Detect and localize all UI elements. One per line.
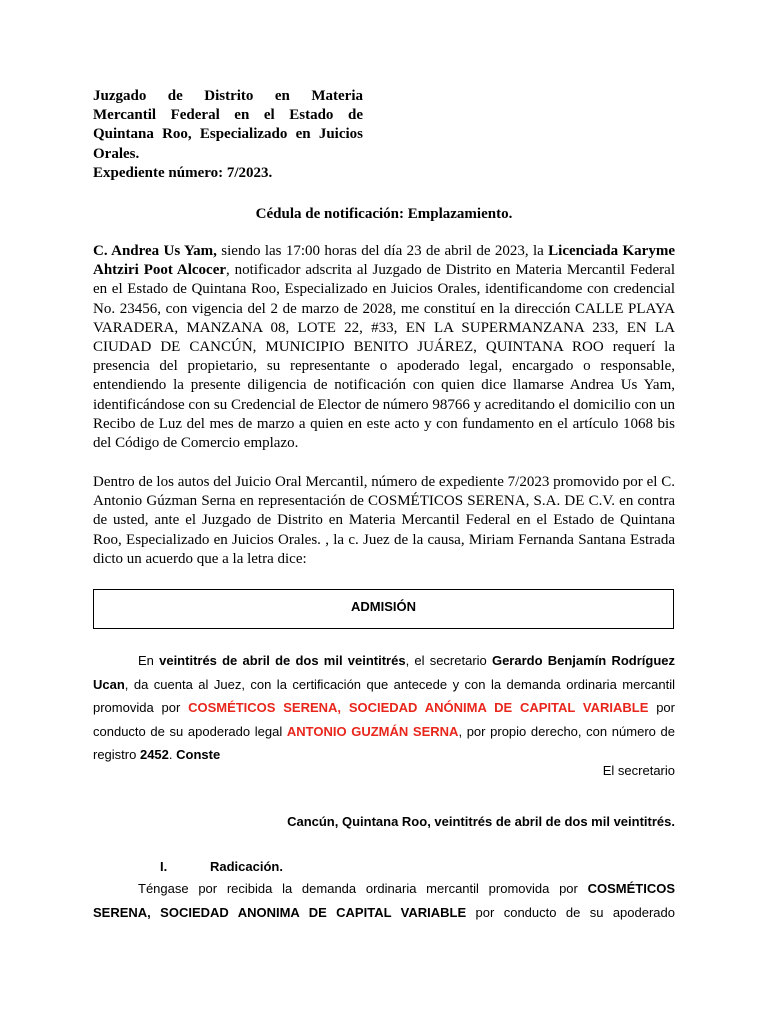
autos-paragraph: Dentro de los autos del Juicio Oral Mercantil, número de expediente 7/2023 promovido por el C. Antonio Gúzman Serna en representación de COSMÉTICOS SERENA, S.A. DE C.V. en contra de usted, ante el Juzgado de Distrito en Materia Mercantil Federal en el Estado de Quintana Roo, Especializado en Juicios Orales. , la c. Juez de la causa, Miriam Fernanda Santana Estrada dicto un acuerdo que a la letra dice: — [93, 474, 675, 567]
expediente-number: Expediente número: 7/2023. — [93, 164, 273, 181]
court-line-3: Quintana Roo, Especializado en Juicios — [93, 126, 363, 143]
admision-date: veintitrés de abril de dos mil veintitrés — [159, 653, 406, 668]
radicacion-paragraph: Téngase por recibida la demanda ordinaria mercantil promovida por COSMÉTICOS SERENA, SOCIEDAD ANONIMA DE CAPITAL VARIABLE por conducto de su apoderado — [93, 881, 676, 920]
court-line-4: Orales. — [93, 145, 140, 162]
section-number: I. — [160, 859, 168, 874]
registro-number: 2452 — [139, 747, 169, 762]
recipient-name: C. Andrea Us Yam, — [93, 243, 217, 259]
secretary-signature-label: El secretario — [602, 763, 675, 778]
court-header — [93, 87, 363, 183]
secretary-name: Gerardo Benjamín Rodríguez Ucan — [93, 653, 675, 692]
notification-paragraph: C. Andrea Us Yam, siendo las 17:00 horas del día 23 de abril de 2023, la Licenciada Karyme Ahtziri Poot Alcocer, notificador adscrita al Juzgado de Distrito en Materia Mercantil Federal en el Estado de Quintana Roo, Especializado en Juicios Orales, identificandome con credencial No. 23456, con vigencia del 2 de marzo de 2028, me constituí en la dirección CALLE PLAYA VARADERA, MANZANA 08, LOTE 22, #33, EN LA SUPERMANZANA 233, EN LA CIUDAD DE CANCÚN, MUNICIPIO BENITO JUÁREZ, QUINTANA ROO requerí la presencia del propietario, su representante o apoderado legal, encargado o responsable, entendiendo la presente diligencia de notificación con quien dice llamarse Andrea Us Yam, identificándose con su Credencial de Elector de número 98766 y acreditando el domicilio con un Recibo de Luz del mes de marzo a quien en este acto y con fundamento en el artículo 1068 bis del Código de Comercio emplazo. — [93, 243, 675, 452]
section-title: Radicación. — [210, 859, 283, 874]
notifier-name: Licenciada Karyme Ahtziri Poot Alcocer — [93, 243, 675, 279]
admision-box — [93, 589, 674, 629]
place-date: Cancún, Quintana Roo, veintitrés de abril de dos mil veintitrés. — [287, 814, 675, 829]
cedula-title: Cédula de notificación: Emplazamiento. — [255, 206, 513, 222]
company-name-2: COSMÉTICOS SERENA, SOCIEDAD ANONIMA DE CAPITAL VARIABLE — [93, 881, 675, 920]
conste-label: Conste — [176, 747, 221, 762]
court-line-2: Mercantil Federal en el Estado de — [93, 107, 363, 124]
admision-title: ADMISIÓN — [351, 599, 416, 614]
company-name: COSMÉTICOS SERENA, SOCIEDAD ANÓNIMA DE CAPITAL VARIABLE — [188, 700, 649, 715]
court-line-1: Juzgado de Distrito en Materia — [93, 88, 363, 104]
attorney-name: ANTONIO GUZMÁN SERNA — [286, 723, 459, 739]
admision-paragraph: En veintitrés de abril de dos mil veintitrés, el secretario Gerardo Benjamín Rodríguez Ucan, da cuenta al Juez, con la certificación que antecede y con la demanda ordinaria mercantil promovida por COSMÉTICOS SERENA, SOCIEDAD ANÓNIMA DE CAPITAL VARIABLE por conducto de su apoderado legal ANTONIO GUZMÁN SERNA, por propio derecho, con número de registro 2452. Conste — [93, 653, 675, 762]
